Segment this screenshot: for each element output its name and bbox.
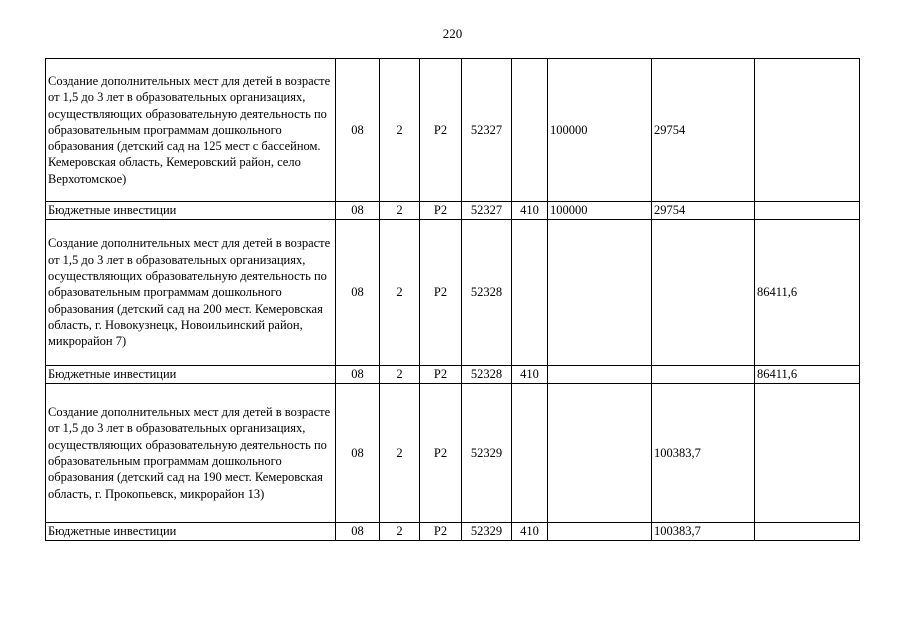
code-cell: 52327 <box>462 202 512 220</box>
section-cell: 08 <box>336 384 380 523</box>
row-name-cell: Создание дополнительных мест для детей в возрасте от 1,5 до 3 лет в образовательных организациях, осуществляющих образовательную деятельность по образовательным программам дошкольного образования (детский сад на 125 мест с бассейном. Кемеровская область, Кемеровский район, село Верхотомское) <box>46 59 336 202</box>
amount-1-cell <box>548 220 652 366</box>
budget-table <box>45 58 860 541</box>
section-cell: 08 <box>336 202 380 220</box>
amount-1-cell: 100000 <box>548 59 652 202</box>
amount-3-cell: 86411,6 <box>755 220 860 366</box>
section-cell: 08 <box>336 59 380 202</box>
page-number: 220 <box>442 26 463 41</box>
section-cell: 08 <box>336 523 380 541</box>
amount-3-cell <box>755 384 860 523</box>
section-cell: 08 <box>336 220 380 366</box>
row-name-cell: Создание дополнительных мест для детей в возрасте от 1,5 до 3 лет в образовательных организациях, осуществляющих образовательную деятельность по образовательным программам дошкольного образования (детский сад на 200 мест. Кемеровская область, г. Новокузнецк, Новоильинский район, микрорайон 7) <box>46 220 336 366</box>
expense-type-cell: 410 <box>512 202 548 220</box>
table-row <box>46 523 860 541</box>
program-cell: P2 <box>420 220 462 366</box>
table-row <box>46 59 860 202</box>
table-row <box>46 202 860 220</box>
code-cell: 52329 <box>462 384 512 523</box>
program-cell: P2 <box>420 523 462 541</box>
program-cell: P2 <box>420 384 462 523</box>
amount-3-cell <box>755 523 860 541</box>
amount-3-cell: 86411,6 <box>755 366 860 384</box>
row-name-cell: Бюджетные инвестиции <box>46 366 336 384</box>
expense-type-cell: 410 <box>512 366 548 384</box>
amount-3-cell <box>755 202 860 220</box>
subsection-cell: 2 <box>380 59 420 202</box>
subsection-cell: 2 <box>380 220 420 366</box>
table-row <box>46 384 860 523</box>
expense-type-cell <box>512 59 548 202</box>
subsection-cell: 2 <box>380 384 420 523</box>
expense-type-cell: 410 <box>512 523 548 541</box>
amount-1-cell: 100000 <box>548 202 652 220</box>
expense-type-cell <box>512 384 548 523</box>
row-name-cell: Бюджетные инвестиции <box>46 202 336 220</box>
program-cell: P2 <box>420 59 462 202</box>
amount-2-cell: 29754 <box>652 202 755 220</box>
table-row <box>46 366 860 384</box>
expense-type-cell <box>512 220 548 366</box>
amount-2-cell: 100383,7 <box>652 384 755 523</box>
amount-1-cell <box>548 523 652 541</box>
code-cell: 52329 <box>462 523 512 541</box>
subsection-cell: 2 <box>380 366 420 384</box>
amount-3-cell <box>755 59 860 202</box>
row-name-cell: Создание дополнительных мест для детей в возрасте от 1,5 до 3 лет в образовательных организациях, осуществляющих образовательную деятельность по образовательным программам дошкольного образования (детский сад на 190 мест. Кемеровская область, г. Прокопьевск, микрорайон 13) <box>46 384 336 523</box>
subsection-cell: 2 <box>380 523 420 541</box>
amount-2-cell <box>652 220 755 366</box>
code-cell: 52328 <box>462 220 512 366</box>
amount-1-cell <box>548 384 652 523</box>
row-name-cell: Бюджетные инвестиции <box>46 523 336 541</box>
amount-2-cell <box>652 366 755 384</box>
code-cell: 52328 <box>462 366 512 384</box>
amount-2-cell: 100383,7 <box>652 523 755 541</box>
amount-2-cell: 29754 <box>652 59 755 202</box>
section-cell: 08 <box>336 366 380 384</box>
table-row <box>46 220 860 366</box>
program-cell: P2 <box>420 366 462 384</box>
subsection-cell: 2 <box>380 202 420 220</box>
code-cell: 52327 <box>462 59 512 202</box>
amount-1-cell <box>548 366 652 384</box>
program-cell: P2 <box>420 202 462 220</box>
